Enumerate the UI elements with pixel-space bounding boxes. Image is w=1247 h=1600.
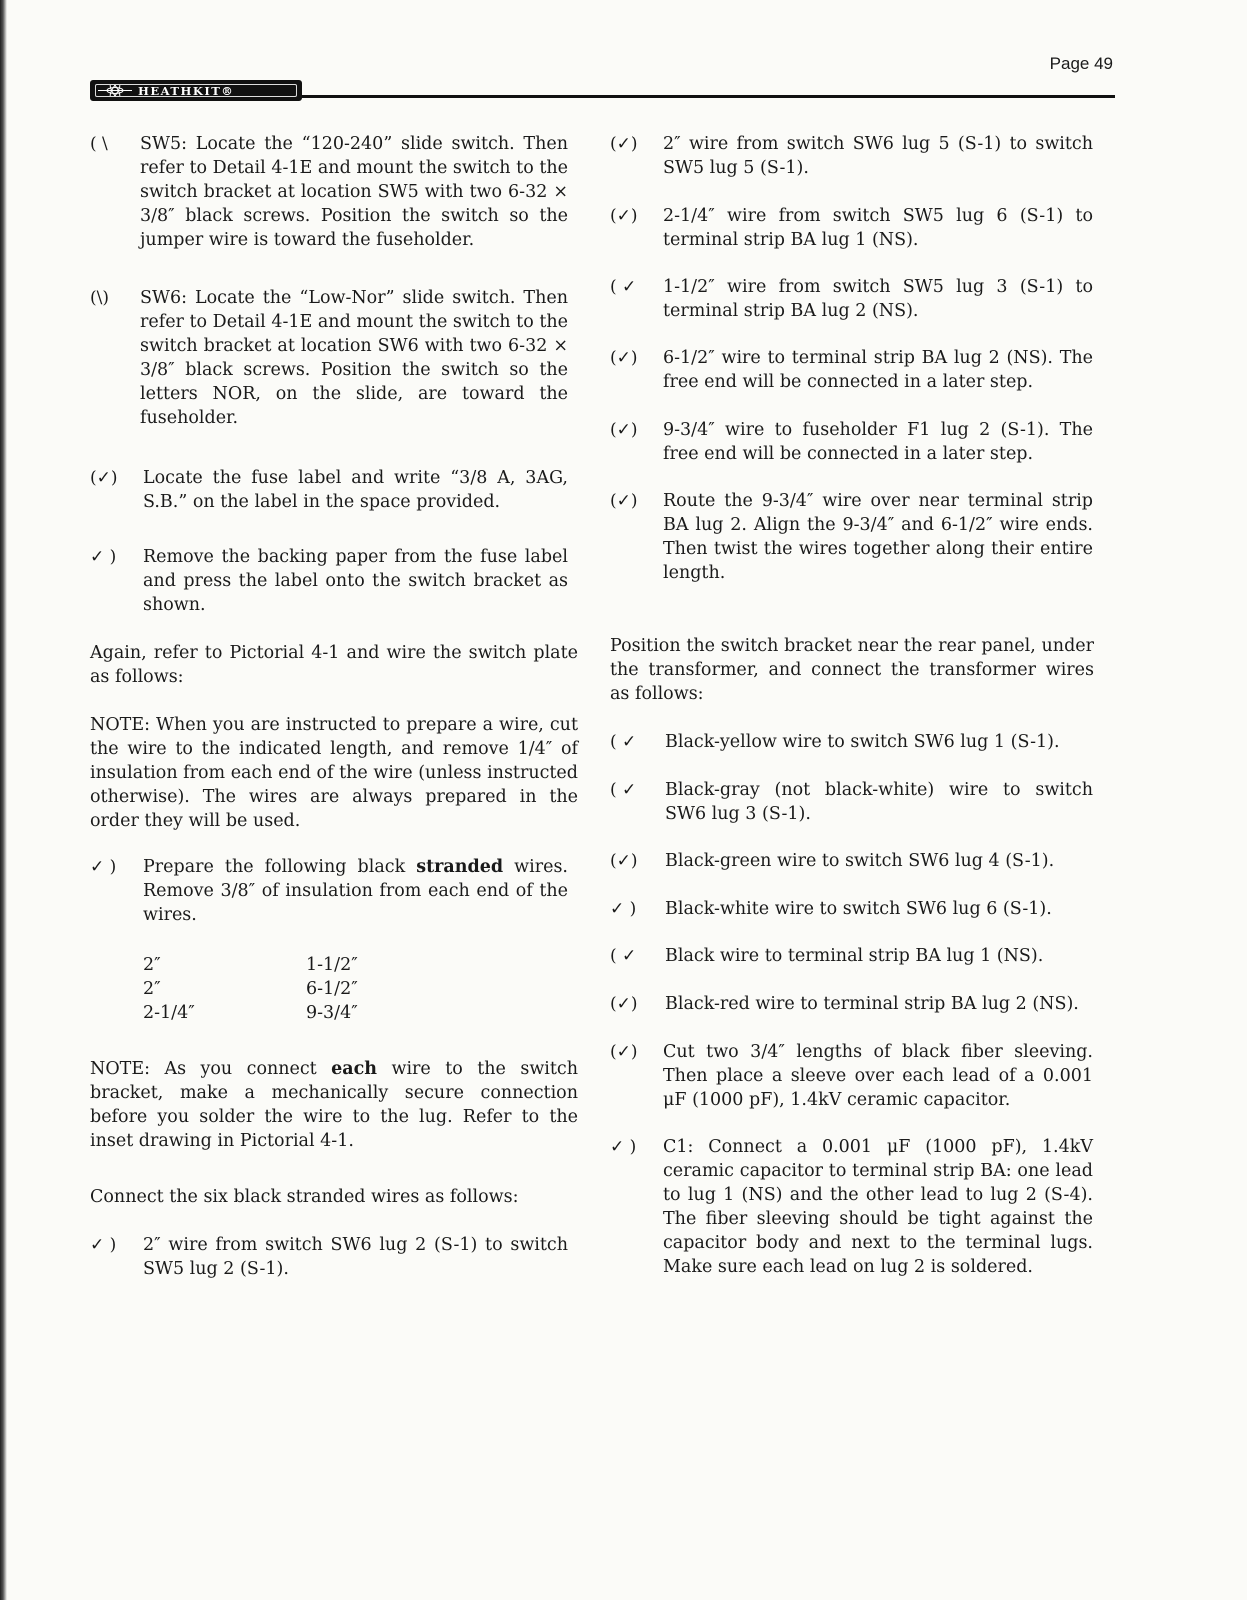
bold-each: each bbox=[331, 1059, 378, 1079]
wire-length: 2″ bbox=[143, 979, 161, 999]
check-mark[interactable]: (\) bbox=[90, 288, 109, 308]
check-mark[interactable]: (✓) bbox=[610, 348, 638, 368]
wire-length: 6-1/2″ bbox=[306, 979, 358, 999]
step-text: SW5: Locate the “120-240” slide switch. Then refer to Detail 4-1E and mount the switch to the switch bracket at location SW5 with two 6-32 × 3/8″ black screws. Position the switch so the jumper wire is toward the fuseholder. bbox=[140, 134, 568, 250]
page-number: Page 49 bbox=[1049, 54, 1113, 73]
check-mark[interactable]: (✓) bbox=[610, 206, 638, 226]
check-mark[interactable]: (✓) bbox=[610, 1042, 638, 1062]
check-mark[interactable]: ✓ ) bbox=[90, 1235, 117, 1255]
step-text: Locate the fuse label and write “3/8 A, 3AG, S.B.” on the label in the space provided. bbox=[143, 468, 568, 512]
check-mark[interactable]: ✓ ) bbox=[90, 857, 117, 877]
check-mark[interactable]: (✓) bbox=[610, 420, 638, 440]
check-mark[interactable]: (✓) bbox=[610, 491, 638, 511]
step-text: Black-white wire to switch SW6 lug 6 (S-1). bbox=[665, 899, 1052, 919]
step-text: 2″ wire from switch SW6 lug 5 (S-1) to switch SW5 lug 5 (S-1). bbox=[663, 134, 1093, 178]
step-text: Cut two 3/4″ lengths of black fiber sleeving. Then place a sleeve over each lead of a 0.001 μF (1000 pF), 1.4kV ceramic capacitor. bbox=[663, 1042, 1093, 1110]
check-mark[interactable]: ( ✓ bbox=[610, 732, 637, 752]
step-text: 9-3/4″ wire to fuseholder F1 lug 2 (S-1). The free end will be connected in a later step. bbox=[663, 420, 1093, 464]
check-mark[interactable]: ✓ ) bbox=[610, 899, 637, 919]
step-text: Black-gray (not black-white) wire to switch SW6 lug 3 (S-1). bbox=[665, 780, 1093, 824]
connect-six-heading: Connect the six black stranded wires as follows: bbox=[90, 1187, 519, 1207]
step-text: Remove the backing paper from the fuse label and press the label onto the switch bracket as shown. bbox=[143, 547, 568, 615]
wire-length: 1-1/2″ bbox=[306, 955, 358, 975]
pictorial-intro: Again, refer to Pictorial 4-1 and wire the switch plate as follows: bbox=[90, 643, 578, 687]
step-text: 6-1/2″ wire to terminal strip BA lug 2 (NS). The free end will be connected in a later step. bbox=[663, 348, 1093, 392]
step-text: SW6: Locate the “Low-Nor” slide switch. Then refer to Detail 4-1E and mount the switch to the switch bracket at location SW6 with two 6-32 × 3/8″ black screws. Position the switch so the letters NOR, on the slide, are toward the fuseholder. bbox=[140, 288, 568, 428]
step-text: 2″ wire from switch SW6 lug 2 (S-1) to switch SW5 lug 2 (S-1). bbox=[143, 1235, 568, 1279]
check-mark[interactable]: ( ✓ bbox=[610, 780, 637, 800]
step-text: Route the 9-3/4″ wire over near terminal strip BA lug 2. Align the 9-3/4″ and 6-1/2″ wire ends. Then twist the wires together along their entire length. bbox=[663, 491, 1093, 583]
wire-length: 9-3/4″ bbox=[306, 1003, 358, 1023]
step-text: Black-yellow wire to switch SW6 lug 1 (S-1). bbox=[665, 732, 1060, 752]
step-text: Black wire to terminal strip BA lug 1 (NS). bbox=[665, 946, 1044, 966]
bold-stranded: stranded bbox=[416, 857, 504, 877]
step-text: Prepare the following black stranded wires. Remove 3/8″ of insulation from each end of the wires. bbox=[143, 857, 568, 925]
check-mark[interactable]: ( \ bbox=[90, 134, 108, 154]
wire-length: 2″ bbox=[143, 955, 161, 975]
check-mark[interactable]: (✓) bbox=[90, 468, 118, 488]
step-text: 1-1/2″ wire from switch SW5 lug 3 (S-1) to terminal strip BA lug 2 (NS). bbox=[663, 277, 1093, 321]
brand-name: HEATHKIT® bbox=[138, 83, 235, 98]
step-text: Black-red wire to terminal strip BA lug 2 (NS). bbox=[665, 994, 1079, 1014]
note-prepare-wire: NOTE: When you are instructed to prepare a wire, cut the wire to the indicated length, and remove 1/4″ of insulation from each end of the wire (unless instructed otherwise). The wires are always prepared in the order they will be used. bbox=[90, 715, 578, 831]
check-mark[interactable]: (✓) bbox=[610, 851, 638, 871]
check-mark[interactable]: ✓ ) bbox=[610, 1137, 637, 1157]
position-bracket-para: Position the switch bracket near the rear panel, under the transformer, and connect the transformer wires as follows: bbox=[610, 636, 1094, 704]
check-mark[interactable]: ( ✓ bbox=[610, 946, 637, 966]
check-mark[interactable]: ✓ ) bbox=[90, 547, 117, 567]
step-text: 2-1/4″ wire from switch SW5 lug 6 (S-1) to terminal strip BA lug 1 (NS). bbox=[663, 206, 1093, 250]
step-text: C1: Connect a 0.001 μF (1000 pF), 1.4kV ceramic capacitor to terminal strip BA: one lead to lug 1 (NS) and the other lead to lug 2 (S-4). The fiber sleeving should be tight against the capacitor body and next to the terminal lugs. Make sure each lead on lug 2 is soldered. bbox=[663, 1137, 1093, 1277]
wire-length: 2-1/4″ bbox=[143, 1003, 195, 1023]
check-mark[interactable]: (✓) bbox=[610, 134, 638, 154]
note-connect: NOTE: As you connect each wire to the switch bracket, make a mechanically secure connection before you solder the wire to the lug. Refer to the inset drawing in Pictorial 4-1. bbox=[90, 1059, 578, 1151]
step-text: Black-green wire to switch SW6 lug 4 (S-1). bbox=[665, 851, 1055, 871]
check-mark[interactable]: (✓) bbox=[610, 994, 638, 1014]
check-mark[interactable]: ( ✓ bbox=[610, 277, 637, 297]
